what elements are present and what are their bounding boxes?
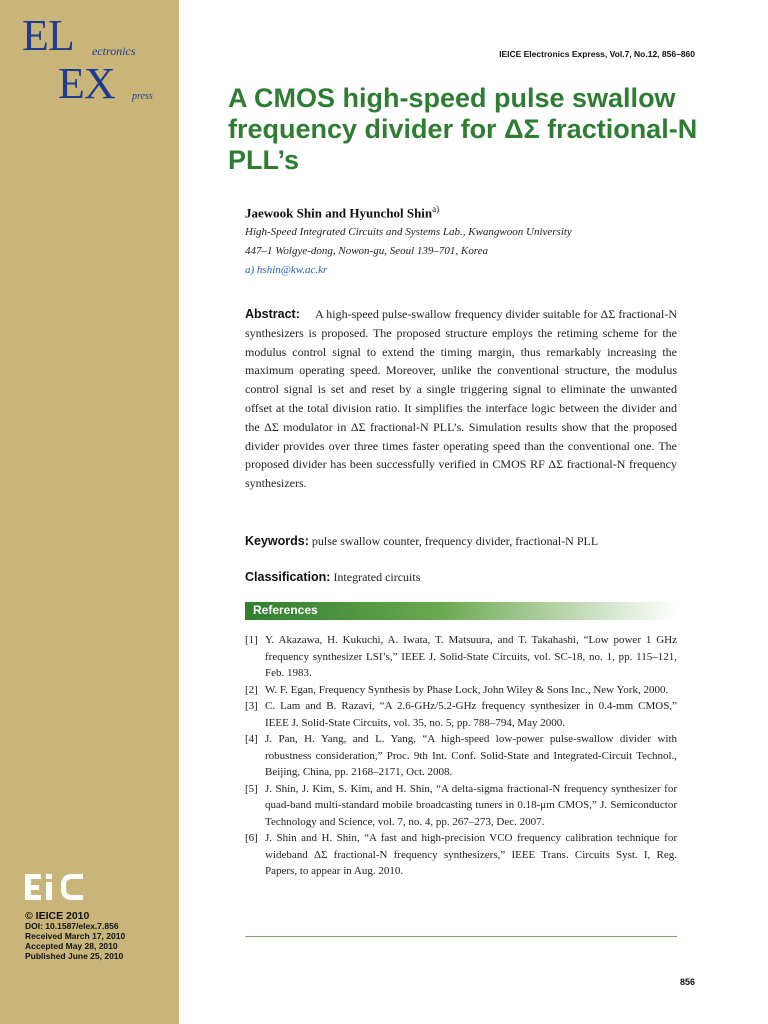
keywords-text: pulse swallow counter, frequency divider, fractional-N PLL [311, 534, 599, 548]
logo-el-sub: ectronics [92, 44, 136, 58]
classification [245, 570, 420, 585]
reference-number: [5] [245, 782, 258, 795]
classification-text: Integrated circuits [333, 570, 421, 584]
reference-number: [3] [245, 700, 258, 712]
reference-item [245, 698, 677, 731]
email-link[interactable]: hshin@kw.ac.kr [256, 264, 328, 276]
classification-label: Classification: [245, 570, 331, 584]
logo-el: EL [22, 11, 74, 60]
reference-text: J. Shin, J. Kim, S. Kim, and H. Shin, “A delta-sigma fractional-N frequency synthesizer for quad-band multi-standard mobile broadcasting tuners in 0.18-μm CMOS,” J. Semiconductor Technology and Science, vol. 7, no. 4, pp. 267–273, Dec. 2007. [265, 782, 677, 828]
reference-item [245, 781, 677, 831]
received-date: Received March 17, 2010 [25, 931, 126, 941]
reference-text: J. Shin and H. Shin, “A fast and high-precision VCO frequency calibration technique for wideband ΔΣ fractional-N frequency synthesizers,” IEEE Trans. Circuits Syst. I, Reg. Papers, to appear in Aug. 2010. [265, 832, 677, 877]
reference-text: J. Pan, H. Yang, and L. Yang, “A high-speed low-power pulse-swallow divider with robustness consideration,” Proc. 9th Int. Conf. Solid-State and Integrated-Circuit Technol., Beijing, China, pp. 2168–2171, Oct. 2008. [265, 733, 677, 778]
doi: DOI: 10.1587/elex.7.856 [25, 921, 119, 931]
publication-meta [25, 911, 125, 961]
abstract-text: A high-speed pulse-swallow frequency divider suitable for ΔΣ fractional-N synthesizers is proposed. The proposed structure employs the retiming scheme for the modulus control signal to extend the timing margin, thus remarkably increasing the maximum operating speed. Moreover, unlike the conventional structure, the modulus control signal is set and reset by a single triggering signal to eliminate the unwanted offset at the total division ratio. It simplifies the interface logic between the divider and the ΔΣ modulator in ΔΣ fractional-N PLL’s. Simulation results show that the proposed divider provides over three times faster operating speed than the conventional one. The proposed divider has been successfully verified in CMOS RF ΔΣ fractional-N frequency synthesizers. [245, 307, 678, 491]
affiliation-lab: High-Speed Integrated Circuits and Systems Lab., Kwangwoon University [245, 226, 572, 238]
reference-number: [2] [245, 683, 258, 696]
keywords-label: Keywords: [245, 534, 309, 548]
references-heading-bar [245, 602, 677, 620]
paper-title: A CMOS high-speed pulse swallow frequency divider for ΔΣ fractional-N PLL’s [228, 83, 698, 175]
bottom-divider [245, 936, 677, 937]
reference-item [245, 682, 677, 699]
abstract [245, 305, 677, 493]
reference-number: [4] [245, 733, 258, 745]
keywords [245, 532, 677, 550]
references-heading: References [253, 603, 318, 617]
author-names: Jaewook Shin and Hyunchol Shin [245, 205, 433, 221]
author-mark: a) [432, 204, 440, 214]
accepted-date: Accepted May 28, 2010 [25, 941, 118, 951]
reference-item [245, 731, 677, 781]
reference-item [245, 830, 677, 880]
logo-ex-sub: press [132, 91, 153, 102]
copyright: © IEICE 2010 [25, 910, 90, 922]
reference-text: W. F. Egan, Frequency Synthesis by Phase Lock, John Wiley & Sons Inc., New York, 2000. [265, 683, 669, 696]
sidebar [0, 0, 179, 1024]
journal-citation: IEICE Electronics Express, Vol.7, No.12, 856–860 [499, 49, 695, 59]
abstract-label: Abstract: [245, 307, 300, 321]
page-number: 856 [679, 977, 695, 987]
reference-text: Y. Akazawa, H. Kukuchi, A. Iwata, T. Matsuura, and T. Takahashi, “Low power 1 GHz frequency synthesizer LSI’s,” IEEE J. Solid-State Circuits, vol. SC-18, no. 1, pp. 115–121, Feb. 1983. [265, 634, 677, 679]
reference-text: C. Lam and B. Razavi, “A 2.6-GHz/5.2-GHz frequency synthesizer in 0.4-mm CMOS,” IEEE J. Solid-State Circuits, vol. 35, no. 5, pp. 788–794, May 2000. [265, 700, 677, 729]
affiliation [245, 223, 572, 280]
email-mark: a) [245, 264, 255, 276]
affiliation-address: 447–1 Wolgye-dong, Nowon-gu, Seoul 139–701, Korea [245, 245, 489, 257]
authors [245, 204, 439, 221]
reference-item [245, 632, 677, 682]
reference-number: [6] [245, 832, 258, 844]
published-date: Published June 25, 2010 [25, 951, 124, 961]
eic-logo [25, 870, 85, 904]
logo-ex: EX [58, 59, 115, 108]
author-email [245, 261, 572, 280]
reference-number: [1] [245, 634, 258, 646]
reference-list [245, 632, 677, 880]
